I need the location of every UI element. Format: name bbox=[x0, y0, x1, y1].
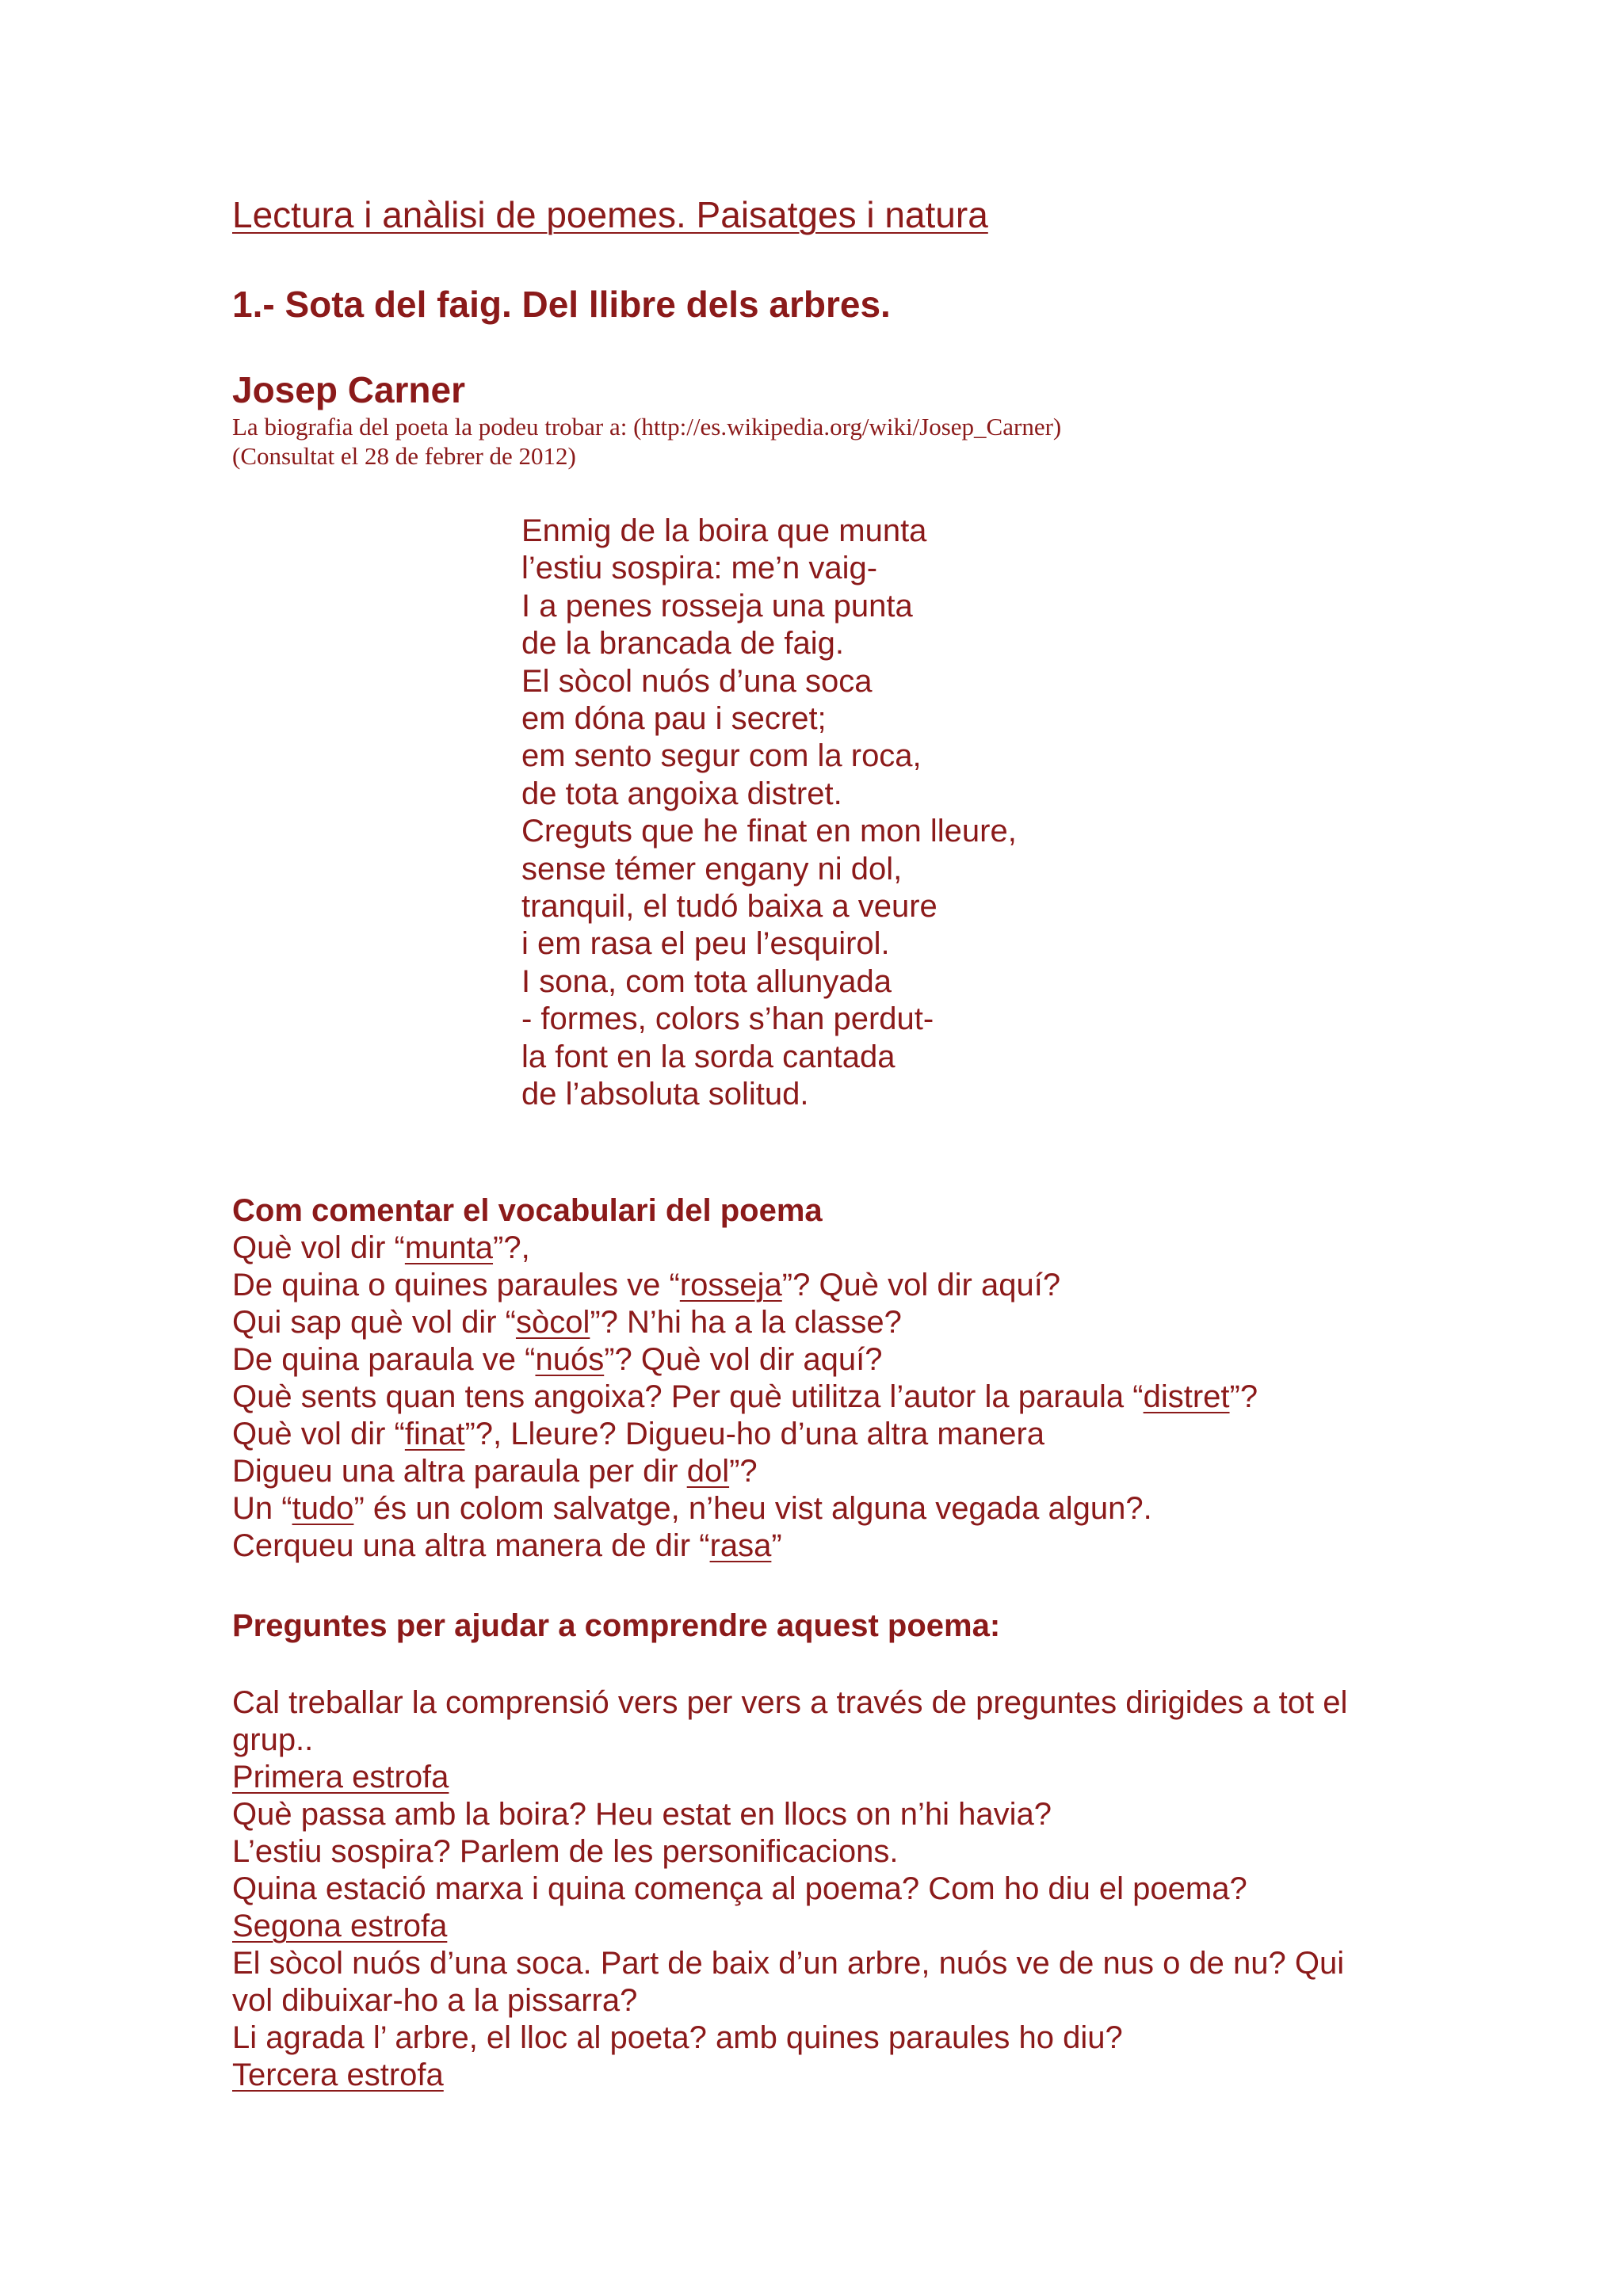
comprehension-section bbox=[232, 1608, 1347, 2094]
poem-line: Creguts que he finat en mon lleure, bbox=[521, 814, 1017, 849]
vocabulary-question: Què sents quan tens angoixa? Per què utilitza l’autor la paraula “distret”? bbox=[232, 1379, 1258, 1414]
section-title: 1.- Sota del faig. Del llibre dels arbres. bbox=[232, 284, 891, 325]
vocabulary-heading: Com comentar el vocabulari del poema bbox=[232, 1193, 823, 1228]
poem-line: de l’absoluta solitud. bbox=[521, 1077, 809, 1112]
vocabulary-question: Què vol dir “munta”?, bbox=[232, 1230, 530, 1265]
comprehension-question: Quina estació marxa i quina comença al poema? Com ho diu el poema? bbox=[232, 1871, 1247, 1906]
vocab-word: nuós bbox=[535, 1342, 605, 1377]
vocab-word: sòcol bbox=[515, 1305, 590, 1340]
stanza-heading: Tercera estrofa bbox=[232, 2058, 444, 2092]
vocab-word: finat bbox=[404, 1417, 465, 1451]
vocab-word: munta bbox=[404, 1230, 494, 1265]
vocabulary-question: De quina o quines paraules ve “rosseja”? Què vol dir aquí? bbox=[232, 1268, 1061, 1302]
poem-line: i em rasa el peu l’esquirol. bbox=[521, 926, 890, 962]
comprehension-question: vol dibuixar-ho a la pissarra? bbox=[232, 1983, 638, 2018]
vocabulary-question: Què vol dir “finat”?, Lleure? Digueu-ho d’una altra manera bbox=[232, 1417, 1045, 1451]
comprehension-question: Què passa amb la boira? Heu estat en llocs on n’hi havia? bbox=[232, 1797, 1052, 1832]
vocabulary-question: Cerqueu una altra manera de dir “rasa” bbox=[232, 1528, 782, 1563]
vocab-word: rosseja bbox=[679, 1268, 782, 1302]
stanza-heading: Primera estrofa bbox=[232, 1760, 449, 1794]
vocabulary-section bbox=[232, 1192, 1258, 1565]
vocab-word: dol bbox=[686, 1454, 730, 1489]
poem-line: - formes, colors s’han perdut- bbox=[521, 1001, 934, 1037]
vocabulary-question: Un “tudo” és un colom salvatge, n’heu vist alguna vegada algun?. bbox=[232, 1491, 1152, 1526]
document-title: Lectura i anàlisi de poemes. Paisatges i natura bbox=[232, 194, 988, 235]
source-line: (Consultat el 28 de febrer de 2012) bbox=[232, 442, 576, 470]
poem-line: de tota angoixa distret. bbox=[521, 776, 842, 811]
vocabulary-question: De quina paraula ve “nuós”? Què vol dir aquí? bbox=[232, 1342, 883, 1377]
source-note bbox=[232, 412, 1061, 471]
poem-line: I sona, com tota allunyada bbox=[521, 963, 892, 999]
vocabulary-question: Qui sap què vol dir “sòcol”? N’hi ha a la classe? bbox=[232, 1305, 902, 1340]
poem-line: em dóna pau i secret; bbox=[521, 701, 827, 737]
vocab-word: rasa bbox=[709, 1528, 772, 1563]
poem-line: sense témer engany ni dol, bbox=[521, 851, 903, 887]
comprehension-question: Li agrada l’ arbre, el lloc al poeta? amb quines paraules ho diu? bbox=[232, 2020, 1123, 2055]
vocabulary-question: Digueu una altra paraula per dir dol”? bbox=[232, 1454, 758, 1489]
poem bbox=[521, 513, 1017, 1114]
vocab-word: tudo bbox=[292, 1491, 354, 1526]
poem-line: la font en la sorda cantada bbox=[521, 1039, 896, 1074]
vocab-word: distret bbox=[1143, 1379, 1230, 1414]
comprehension-intro: Cal treballar la comprensió vers per vers a través de preguntes dirigides a tot el bbox=[232, 1685, 1348, 1720]
comprehension-heading: Preguntes per ajudar a comprendre aquest poema: bbox=[232, 1608, 1001, 1643]
comprehension-question: El sòcol nuós d’una soca. Part de baix d’un arbre, nuós ve de nus o de nu? Qui bbox=[232, 1946, 1345, 1981]
comprehension-question: L’estiu sospira? Parlem de les personificacions. bbox=[232, 1834, 899, 1869]
poem-line: l’estiu sospira: me’n vaig- bbox=[521, 551, 878, 586]
poem-line: de la brancada de faig. bbox=[521, 626, 844, 662]
poem-line: El sòcol nuós d’una soca bbox=[521, 663, 873, 699]
poem-line: I a penes rosseja una punta bbox=[521, 588, 913, 624]
poem-line: em sento segur com la roca, bbox=[521, 738, 922, 774]
author-name: Josep Carner bbox=[232, 369, 466, 410]
stanza-heading: Segona estrofa bbox=[232, 1909, 448, 1943]
poem-line: tranquil, el tudó baixa a veure bbox=[521, 889, 938, 925]
comprehension-intro: grup.. bbox=[232, 1722, 314, 1757]
poem-line: Enmig de la boira que munta bbox=[521, 513, 927, 548]
source-line: La biografia del poeta la podeu trobar a: (http://es.wikipedia.org/wiki/Josep_Carner) bbox=[232, 413, 1062, 441]
